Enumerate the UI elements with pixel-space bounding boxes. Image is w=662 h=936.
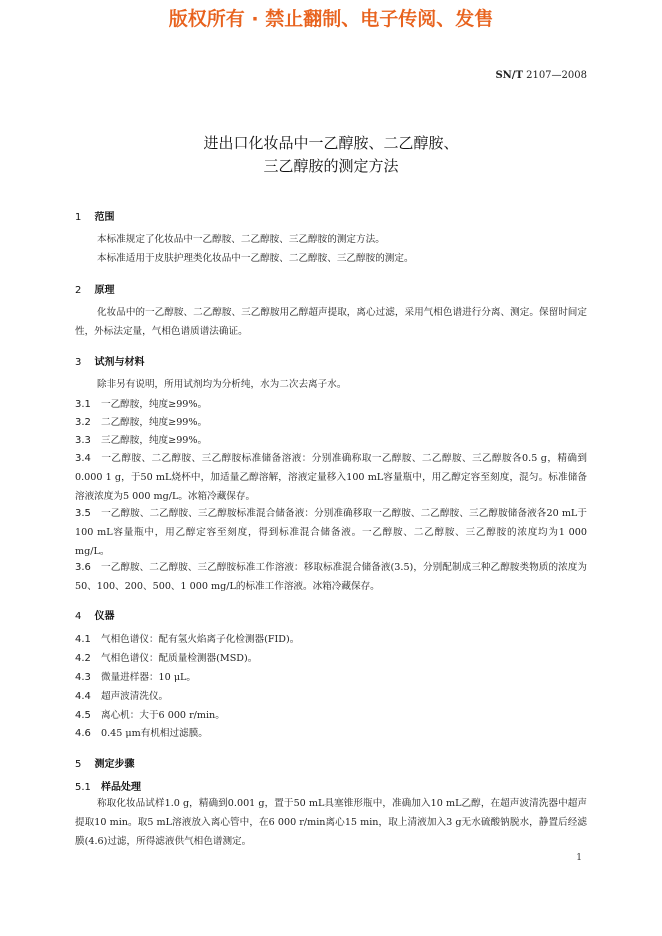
item-number: 4.1: [75, 634, 91, 645]
reagent-item: [75, 558, 587, 596]
section-label: 测定步骤: [94, 759, 135, 770]
section-label: 范围: [94, 212, 115, 223]
item-number: 3.5: [75, 508, 91, 519]
section-heading-reagents: [75, 353, 144, 368]
instrument-item: [75, 706, 587, 725]
item-text: 0.45 μm有机相过滤膜。: [101, 728, 208, 739]
item-text: 气相色谱仪：配有氢火焰离子化检测器(FID)。: [101, 634, 300, 645]
subsection-number: 5.1: [75, 782, 91, 793]
item-number: 3.2: [75, 417, 91, 428]
section-heading-procedure: [75, 755, 134, 770]
section-label: 原理: [94, 285, 115, 296]
subsection-label: 样品处理: [101, 782, 141, 793]
instrument-item: [75, 668, 587, 687]
item-text: 一乙醇胺、二乙醇胺、三乙醇胺标准混合储备液：分别准确移取一乙醇胺、二乙醇胺、三乙醇胺储备液各20 mL于100 mL容量瓶中，用乙醇定容至刻度，得到标准混合储备液。一乙醇胺、二乙醇胺、三乙醇胺的浓度均为1 000 mg/L。: [75, 508, 587, 557]
standard-code-number: 2107—2008: [526, 70, 587, 81]
instrument-item: [75, 649, 587, 668]
item-number: 3.4: [75, 453, 91, 464]
section-label: 试剂与材料: [94, 357, 145, 368]
document-title-line1: 进出口化妆品中一乙醇胺、二乙醇胺、: [203, 134, 459, 152]
reagent-item: [75, 413, 587, 432]
watermark-banner: 版权所有 · 禁止翻制、电子传阅、发售: [168, 8, 494, 30]
reagent-item: [75, 504, 587, 561]
item-number: 4.3: [75, 672, 91, 683]
section-number: 3: [75, 357, 82, 368]
item-number: 4.5: [75, 710, 91, 721]
item-text: 二乙醇胺，纯度≥99%。: [101, 417, 208, 428]
section-number: 5: [75, 759, 82, 770]
item-text: 三乙醇胺，纯度≥99%。: [101, 435, 208, 446]
item-number: 3.1: [75, 399, 91, 410]
item-number: 3.3: [75, 435, 91, 446]
section-label: 仪器: [94, 611, 115, 622]
reagents-intro: 除非另有说明，所用试剂均为分析纯，水为二次去离子水。: [97, 379, 347, 390]
section-number: 4: [75, 611, 82, 622]
scope-paragraph-2: 本标准适用于皮肤护理类化妆品中一乙醇胺、二乙醇胺、三乙醇胺的测定。: [97, 253, 414, 264]
instrument-item: [75, 630, 587, 649]
reagent-item: [75, 395, 587, 414]
reagent-item: [75, 449, 587, 506]
scope-paragraph-1: 本标准规定了化妆品中一乙醇胺、二乙醇胺、三乙醇胺的测定方法。: [97, 234, 385, 245]
item-text: 超声波清洗仪。: [101, 691, 169, 702]
principle-paragraph: 化妆品中的一乙醇胺、二乙醇胺、三乙醇胺用乙醇超声提取，离心过滤，采用气相色谱进行分离、测定。保留时间定性，外标法定量，气相色谱质谱法确证。: [75, 307, 587, 337]
subsection-heading-sample-prep: [75, 778, 141, 793]
item-number: 4.2: [75, 653, 91, 664]
item-text: 一乙醇胺、二乙醇胺、三乙醇胺标准工作溶液：移取标准混合储备液(3.5)，分别配制成三种乙醇胺类物质的浓度为50、100、200、500、1 000 mg/L的标准工作溶液。冰箱冷藏保存。: [75, 562, 587, 592]
item-text: 气相色谱仪：配质量检测器(MSD)。: [101, 653, 258, 664]
sample-prep-paragraph: 称取化妆品试样1.0 g，精确到0.001 g，置于50 mL具塞锥形瓶中，准确加入10 mL乙醇，在超声波清洗器中超声提取10 min。取5 mL溶液放入离心管中，在6 000 r/min离心15 min，取上清液加入3 g无水硫酸钠脱水，静置后经滤膜(4.6)过滤，所得滤液供气相色谱测定。: [75, 798, 587, 847]
item-text: 一乙醇胺，纯度≥99%。: [101, 399, 208, 410]
standard-code-prefix: SN/T: [495, 70, 523, 81]
standard-code: [495, 70, 587, 81]
item-number: 4.4: [75, 691, 91, 702]
item-number: 3.6: [75, 562, 91, 573]
instrument-item: [75, 724, 587, 743]
section-number: 1: [75, 212, 82, 223]
item-number: 4.6: [75, 728, 91, 739]
item-text: 微量进样器：10 μL。: [101, 672, 197, 683]
section-number: 2: [75, 285, 82, 296]
reagent-item: [75, 431, 587, 450]
item-text: 一乙醇胺、二乙醇胺、三乙醇胺标准储备溶液：分别准确称取一乙醇胺、二乙醇胺、三乙醇胺各0.5 g，精确到0.000 1 g，于50 mL烧杯中，加适量乙醇溶解，溶液定量移入100 mL容量瓶中，用乙醇定容至刻度，混匀。标准储备溶液浓度为5 000 mg/L。冰箱冷藏保存。: [75, 453, 587, 502]
section-heading-scope: [75, 208, 114, 223]
instrument-item: [75, 687, 587, 706]
item-text: 离心机：大于6 000 r/min。: [101, 710, 225, 721]
page-number: 1: [576, 853, 582, 863]
section-heading-instruments: [75, 607, 114, 622]
document-title-line2: 三乙醇胺的测定方法: [263, 157, 399, 175]
section-heading-principle: [75, 281, 114, 296]
